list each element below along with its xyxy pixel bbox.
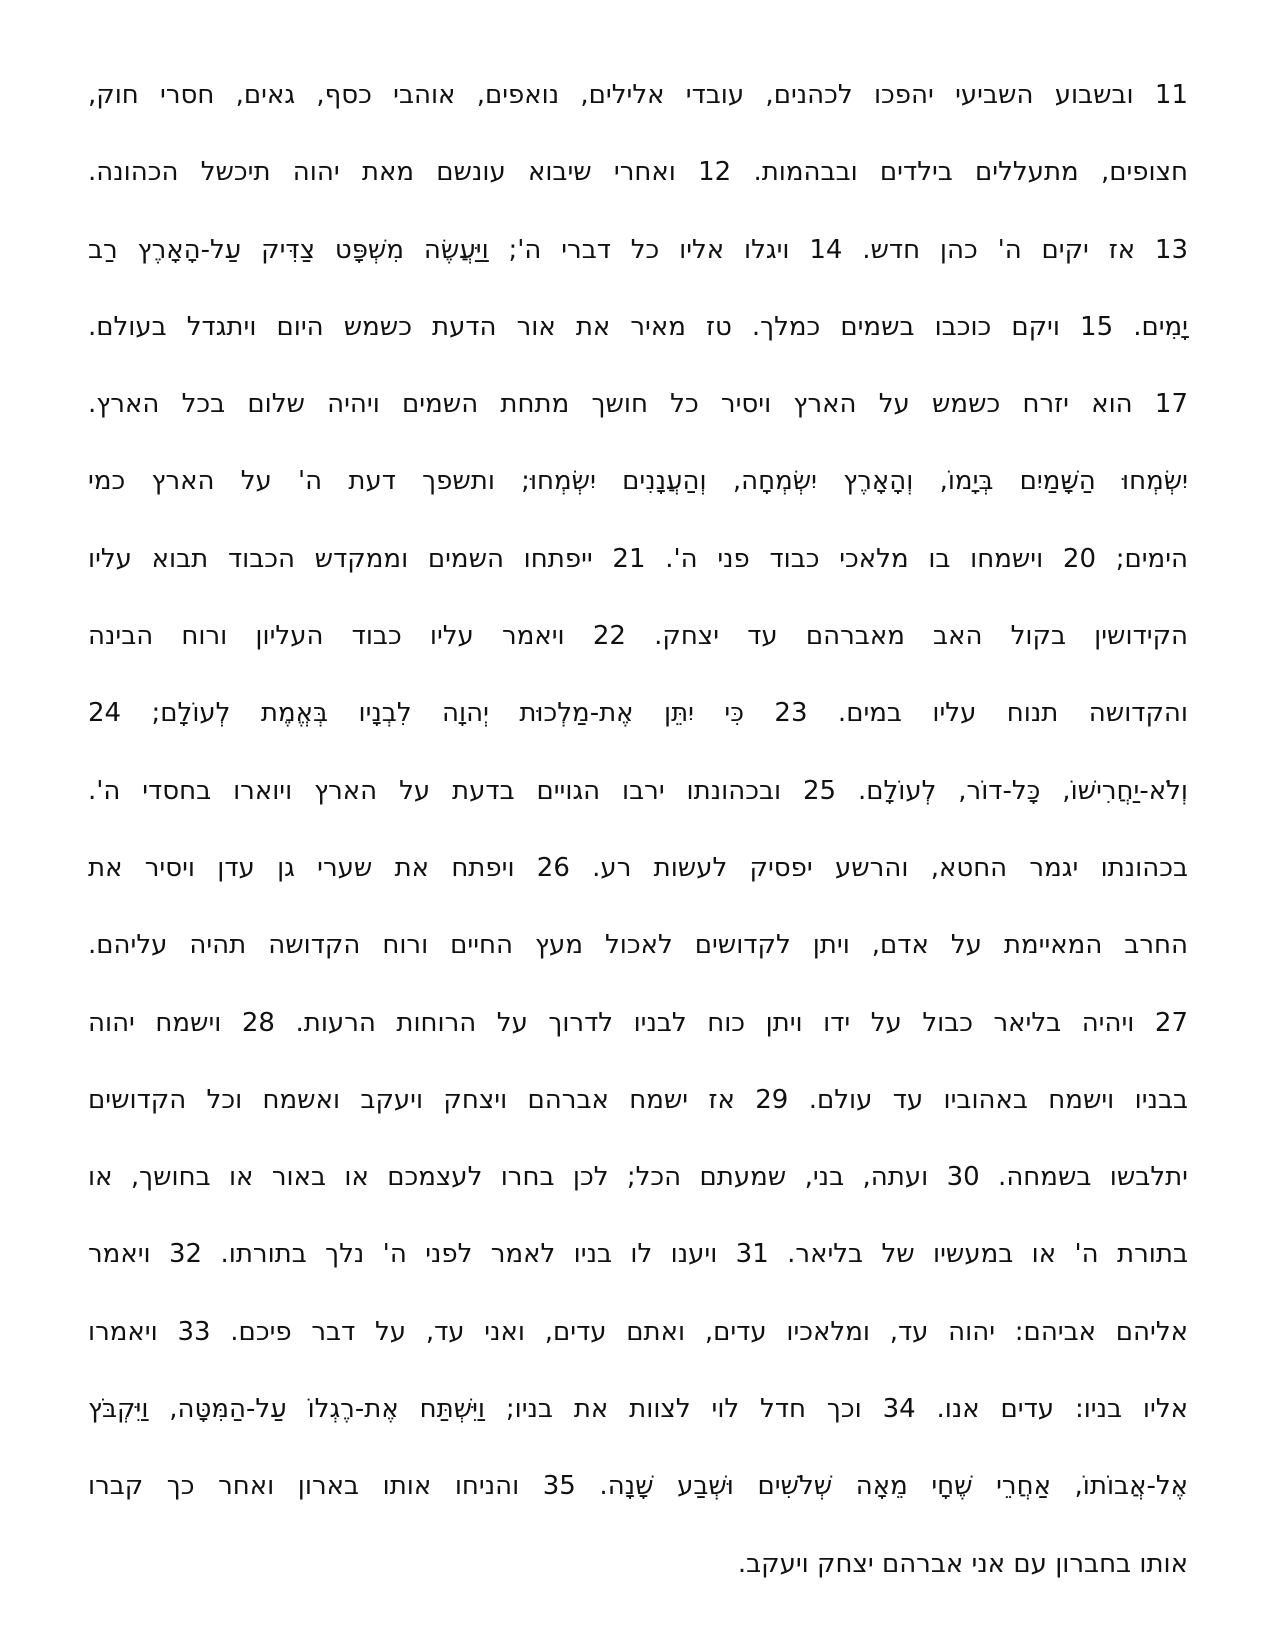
text-line: והקדושה תנוח עליו במים. 23 כִּי יִתֵּן אֶת-מַלְכוּת יְהוָה לִבְנָיו בְּאֱמֶת לְעוֹלָם; 24 xyxy=(88,698,1188,729)
text-line: 13 אז יקים ה' כהן חדש. 14 ויגלו אליו כל דברי ה'; וַיַּעֲשֶׂה מִשְׁפָּט צַדִּיק עַל-הָאָרֶץ רַב xyxy=(88,234,1188,265)
text-line: יָמִים. 15 ויקם כוכבו בשמים כמלך. טז מאיר את אור הדעת כשמש היום ויתגדל בעולם. xyxy=(88,311,1188,342)
text-line: 27 ויהיה בליאר כבול על ידו ויתן כוח לבניו לדרוך על הרוחות הרעות. 28 וישמח יהוה xyxy=(88,1007,1188,1038)
body-text xyxy=(88,76,1188,1622)
text-line: הימים; 20 וישמחו בו מלאכי כבוד פני ה'. 21 ייפתחו השמים וממקדש הכבוד תבוא עליו xyxy=(88,543,1188,574)
text-line-last: אותו בחברון עם אני אברהם יצחק ויעקב. xyxy=(737,1548,1188,1579)
text-line: בכהונתו יגמר החטא, והרשע יפסיק לעשות רע. 26 ויפתח את שערי גן עדן ויסיר את xyxy=(88,852,1188,883)
text-line: יִשְׂמְחוּ הַשָּׁמַיִם בְּיָמוֹ, וְהָאָרֶץ יִשְׂמְחָה, וְהַעֲנָנִים יִשְׂמְחוּ; ותשפך דעת ה' על הארץ כמי xyxy=(88,466,1188,497)
text-line: 11 ובשבוע השביעי יהפכו לכהנים, עובדי אלילים, נואפים, אוהבי כסף, גאים, חסרי חוק, xyxy=(88,80,1188,110)
text-line: בתורת ה' או במעשיו של בליאר. 31 ויענו לו בניו לאמר לפני ה' נלך בתורתו. 32 ויאמר xyxy=(88,1239,1188,1270)
text-line: וְלֹא-יַחֲרִישׁוֹ, כָּל-דוֹר, לְעוֹלָם. 25 ובכהונתו ירבו הגויים בדעת על הארץ ויוארו בחסדי ה'. xyxy=(88,775,1188,806)
text-line: אֶל-אֲבוֹתוֹ, אַחֲרֵי שֶׁחָי מֵאָה שְׁלֹשִׁים וּשְׁבַע שָׁנָה. 35 והניחו אותו בארון ואחר כך קברו xyxy=(88,1471,1189,1502)
text-line: אליהם אביהם: יהוה עד, ומלאכיו עדים, ואתם עדים, ואני עד, על דבר פיכם. 33 ויאמרו xyxy=(88,1316,1188,1347)
text-line: יתלבשו בשמחה. 30 ועתה, בני, שמעתם הכל; לכן בחרו לעצמכם או באור או בחושך, או xyxy=(88,1162,1188,1193)
text-line: 17 הוא יזרח כשמש על הארץ ויסיר כל חושך מתחת השמים ויהיה שלום בכל הארץ. xyxy=(88,389,1188,420)
text-line: בבניו וישמח באהוביו עד עולם. 29 אז ישמח אברהם ויצחק ויעקב ואשמח וכל הקדושים xyxy=(88,1084,1189,1115)
text-line: החרב המאיימת על אדם, ויתן לקדושים לאכול מעץ החיים ורוח הקדושה תהיה עליהם. xyxy=(88,930,1188,961)
text-line: חצופים, מתעללים בילדים ובבהמות. 12 ואחרי שיבוא עונשם מאת יהוה תיכשל הכהונה. xyxy=(88,157,1189,188)
text-line: אליו בניו: עדים אנו. 34 וכך חדל לוי לצוות את בניו; וַיִּשְׁתַּח אֶת-רֶגְלוֹ עַל-הַמִּטָּה, וַיִּקְבֹּץ xyxy=(88,1394,1188,1425)
text-line: הקידושין בקול האב מאברהם עד יצחק. 22 ויאמר עליו כבוד העליון ורוח הבינה xyxy=(88,621,1189,652)
